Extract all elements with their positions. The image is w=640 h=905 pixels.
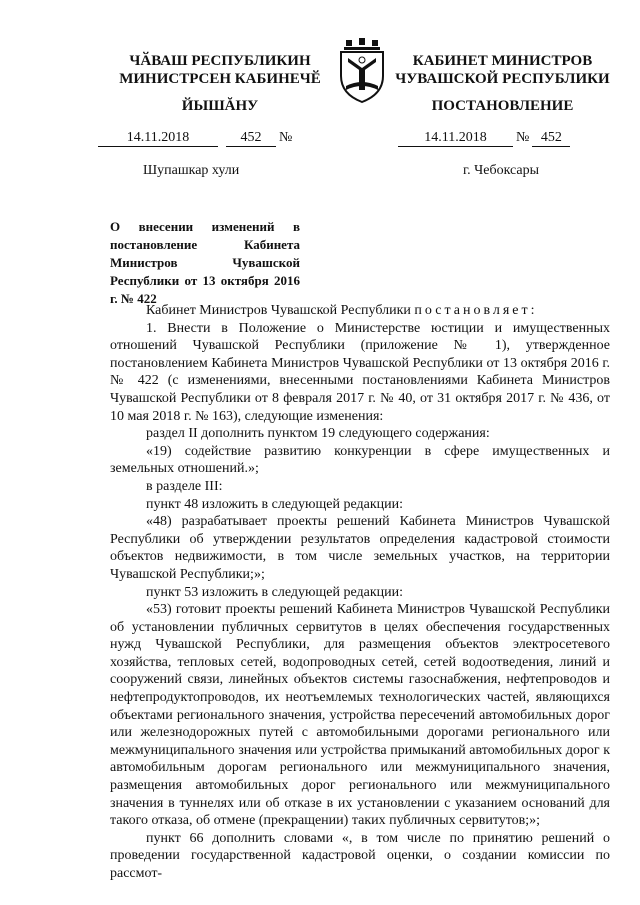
- body-paragraph: раздел II дополнить пунктом 19 следующего содержания:: [146, 426, 490, 442]
- document-subject: О внесении изменений в постановление Кабинета Министров Чувашской Республики от 13 октября 2016 г. № 422: [110, 219, 300, 306]
- coat-of-arms-emblem: [336, 38, 388, 104]
- chuvash-doc-type: ЙЫШĂНУ: [181, 98, 259, 114]
- chuvash-number: 452: [226, 130, 276, 147]
- chuvash-date-line: [98, 130, 313, 148]
- intro-verb: постановляет:: [414, 303, 538, 318]
- chuvash-place: Шупашкар хули: [143, 163, 240, 178]
- russian-date-line: [398, 130, 613, 148]
- body-paragraph: «53) готовит проекты решений Кабинета Министров Чувашской Республики об установлении публичных сервитутов в целях обеспечения государственных нужд Чувашской Республики, для размещения объектов электросетевого хозяйства, тепловых сетей, водопроводных сетей, сетей водоотведения, линий и сооружений связи, линейных объектов системы газоснабжения, нефтепроводов и нефтепродуктопроводов, их неотъемлемых технологических частей, являющихся объектами регионального значения, устройства пересечений автомобильных дорог или железнодорожных путей с автомобильными дорогами регионального или межмуниципального значения или устройства примыканий автомобильных дорог к автомобильным дорогам регионального или межмуниципального значения, размещения автомобильных дорог регионального или межмуниципального значения в туннелях или об отказе в их установлении с указанием оснований для такого отказа, об отмене (прекращении) таких публичных сервитутов;»;: [110, 602, 610, 829]
- body-paragraph: «19) содействие развитию конкуренции в сфере имущественных и земельных отношений.»;: [110, 443, 610, 477]
- russian-date: 14.11.2018: [398, 130, 513, 147]
- body-paragraph: пункт 48 изложить в следующей редакции:: [146, 496, 403, 512]
- chuvash-header: [110, 52, 330, 88]
- intro-name: Кабинет Министров Чувашской Республики: [146, 303, 411, 318]
- russian-doc-type: ПОСТАНОВЛЕНИЕ: [431, 98, 574, 114]
- intro-paragraph: [110, 302, 610, 320]
- russian-header-line2: ЧУВАШСКОЙ РЕСПУБЛИКИ: [395, 71, 610, 87]
- body-paragraph: в разделе III:: [146, 478, 223, 494]
- chuvash-date: 14.11.2018: [98, 130, 218, 147]
- russian-header: [395, 52, 610, 88]
- body-paragraph: пункт 66 дополнить словами «, в том числе по принятию решений о проведении государственной кадастровой оценки, о создании комиссии по рассмот-: [110, 830, 610, 881]
- russian-place: г. Чебоксары: [463, 163, 540, 178]
- russian-number-sign: №: [516, 130, 530, 145]
- chuvash-header-line1: ЧӐВАШ РЕСПУБЛИКИН: [129, 53, 311, 69]
- russian-header-line1: КАБИНЕТ МИНИСТРОВ: [412, 53, 593, 69]
- body-paragraph: пункт 53 изложить в следующей редакции:: [146, 584, 403, 600]
- document-body: [110, 302, 610, 883]
- chuvash-header-line2: МИНИСТРСЕН КАБИНЕЧӖ: [119, 71, 321, 87]
- chuvash-number-sign: №: [279, 130, 293, 145]
- body-paragraph: 1. Внести в Положение о Министерстве юстиции и имущественных отношений Чувашской Республики (приложение № 1), утвержденное постановлением Кабинета Министров Чувашской Республики от 13 октября 2016 г. № 422 (с изменениями, внесенными постановлениями Кабинета Министров Чувашской Республики от 8 февраля 2017 г. № 40, от 31 октября 2017 г. № 436, от 10 мая 2018 г. № 163), следующие изменения:: [110, 320, 610, 424]
- russian-number: 452: [532, 130, 570, 147]
- body-paragraph: «48) разрабатывает проекты решений Кабинета Министров Чувашской Республики об утверждении результатов определения кадастровой стоимости объектов недвижимости, в том числе земельных участков, на территории Чувашской Республики;»;: [110, 514, 610, 582]
